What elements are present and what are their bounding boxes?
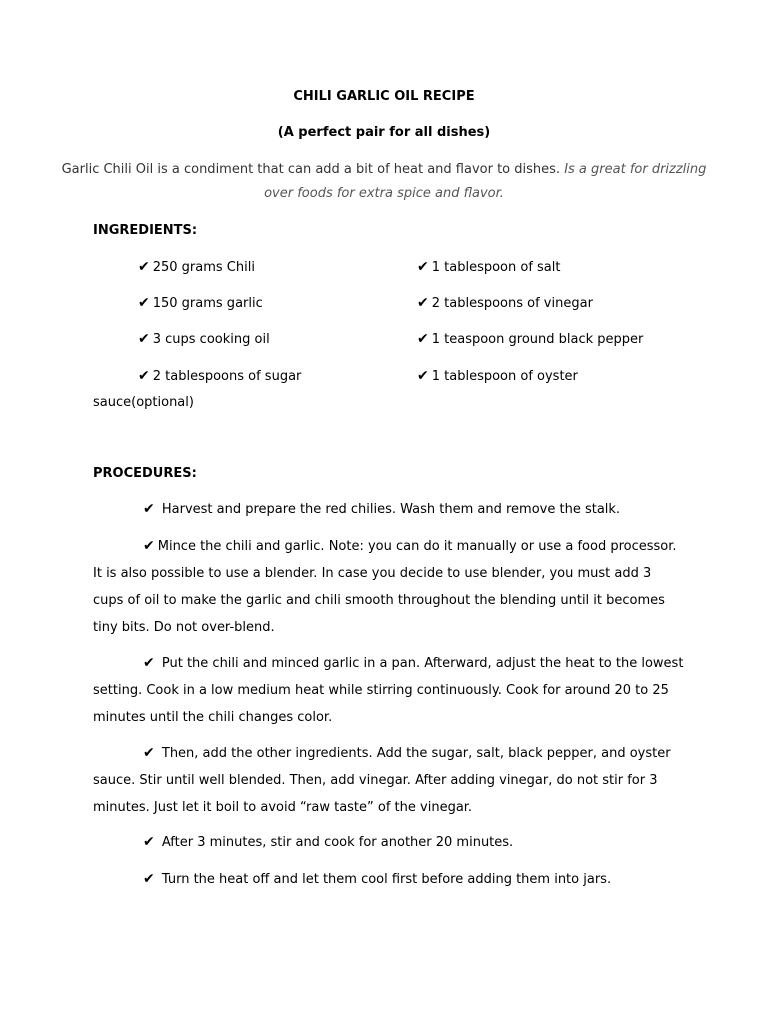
intro-plain-text: Garlic Chili Oil is a condiment that can add a bit of heat and flavor to dishes. <box>61 162 561 177</box>
ingredient-label: 2 tablespoons of vinegar <box>431 296 593 311</box>
ingredient-item <box>417 295 593 311</box>
ingredient-label: 1 tablespoon of oyster <box>431 369 578 384</box>
ingredient-item <box>417 331 643 347</box>
ingredient-label: 1 teaspoon ground black pepper <box>431 332 644 347</box>
ingredient-item <box>138 259 255 275</box>
intro-italic-text-2: over foods for extra spice and flavor. <box>264 186 504 201</box>
procedure-step <box>93 740 685 821</box>
recipe-subtitle: (A perfect pair for all dishes) <box>277 125 491 140</box>
checkmark-icon: ✔ <box>138 259 150 275</box>
ingredient-label: 2 tablespoons of sugar <box>152 369 302 384</box>
ingredients-heading: INGREDIENTS: <box>93 223 198 238</box>
ingredient-item <box>138 368 301 384</box>
step-text: Put the chili and minced garlic in a pan. Afterward, adjust the heat to the lowest setting. Cook in a low medium heat while stirring continuously. Cook for around 20 to 25 minutes until the chili changes color. <box>93 656 684 725</box>
checkmark-icon: ✔ <box>138 331 150 347</box>
step-text: Mince the chili and garlic. Note: you can do it manually or use a food processor. It is also possible to use a blender. In case you decide to use blender, you must add 3 cups of oil to make the garlic and chili smooth throughout the blending until it becomes tiny bits. Do not over-blend. <box>93 539 677 635</box>
step-text: Harvest and prepare the red chilies. Wash them and remove the stalk. <box>161 502 621 517</box>
checkmark-icon: ✔ <box>143 834 155 850</box>
checkmark-icon: ✔ <box>143 871 155 887</box>
procedure-step <box>93 866 685 893</box>
procedures-heading: PROCEDURES: <box>93 466 197 481</box>
intro-italic-text: Is a great for drizzling <box>564 162 707 177</box>
ingredient-item <box>138 295 263 311</box>
checkmark-icon: ✔ <box>143 501 155 517</box>
step-text: Then, add the other ingredients. Add the sugar, salt, black pepper, and oyster sauce. Stir until well blended. Then, add vinegar. After adding vinegar, do not stir for 3 minutes. Just let it boil to avoid “raw taste” of the vinegar. <box>93 746 671 815</box>
ingredient-label: 3 cups cooking oil <box>152 332 270 347</box>
ingredient-item <box>417 259 560 275</box>
ingredient-item <box>138 331 270 347</box>
checkmark-icon: ✔ <box>417 259 429 275</box>
checkmark-icon: ✔ <box>143 538 155 554</box>
checkmark-icon: ✔ <box>138 295 150 311</box>
checkmark-icon: ✔ <box>138 368 150 384</box>
recipe-title: CHILI GARLIC OIL RECIPE <box>293 89 475 104</box>
checkmark-icon: ✔ <box>143 655 155 671</box>
step-text: After 3 minutes, stir and cook for another 20 minutes. <box>161 835 514 850</box>
step-text: Turn the heat off and let them cool first before adding them into jars. <box>161 872 612 887</box>
checkmark-icon: ✔ <box>417 331 429 347</box>
procedure-step <box>93 829 685 856</box>
ingredient-label: 1 tablespoon of salt <box>431 260 561 275</box>
ingredient-item <box>417 368 578 384</box>
checkmark-icon: ✔ <box>417 295 429 311</box>
intro-line-1 <box>0 162 768 177</box>
checkmark-icon: ✔ <box>417 368 429 384</box>
checkmark-icon: ✔ <box>143 745 155 761</box>
procedure-step <box>93 650 685 731</box>
procedure-step <box>93 496 685 523</box>
intro-line-2 <box>0 186 768 201</box>
procedure-step <box>93 533 685 641</box>
ingredient-label: 150 grams garlic <box>152 296 263 311</box>
ingredient-wrap-text: sauce(optional) <box>93 395 194 410</box>
ingredient-label: 250 grams Chili <box>152 260 255 275</box>
